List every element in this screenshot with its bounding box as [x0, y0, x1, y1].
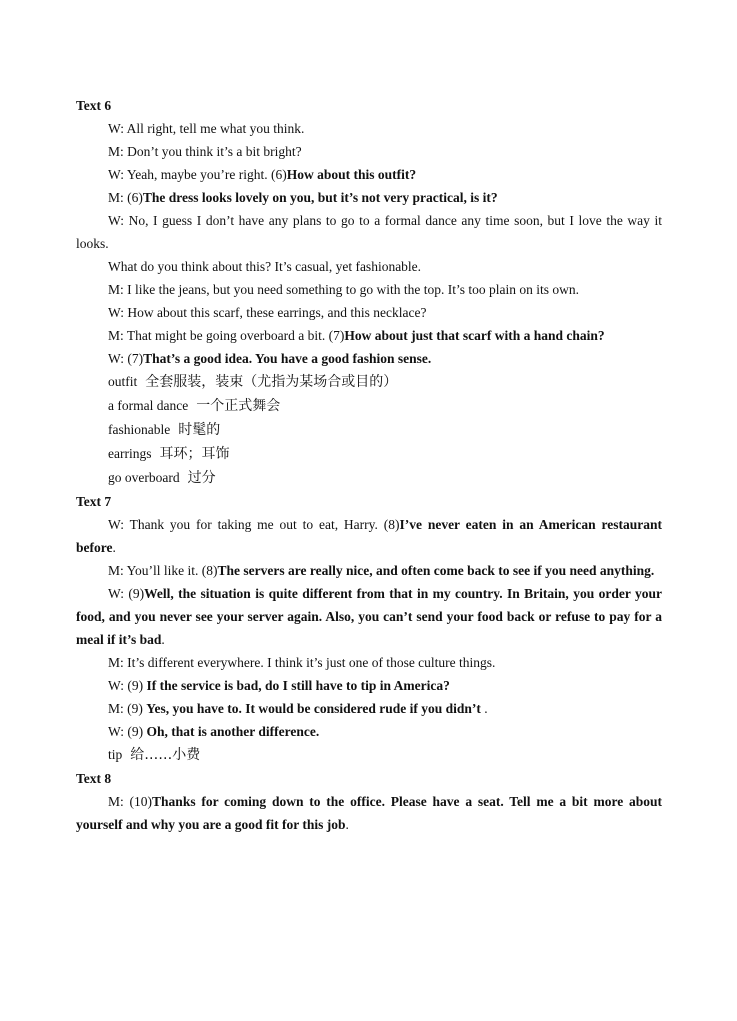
document-body: [76, 94, 662, 836]
dialogue-line: M: (10)Thanks for coming down to the office. Please have a seat. Tell me a bit more about yourself and why you are a good fit for this job.: [76, 794, 663, 832]
vocab-definition: 给……小费: [130, 747, 201, 763]
dialogue-line: W: All right, tell me what you think.: [108, 121, 305, 136]
dialogue-line: M: You’ll like it. (8)The servers are really nice, and often come back to see if you need anything.: [108, 563, 655, 578]
vocab-definition: 全套服装，装束（尤指为某场合或目的）: [145, 374, 398, 390]
dialogue-line: M: (6)The dress looks lovely on you, but it’s not very practical, is it?: [108, 190, 498, 205]
section-heading-text6: Text 6: [76, 98, 112, 113]
answer-highlight: Well, the situation is quite different from that in my country. In Britain, you order your food, and you never see your server again. Also, you can’t send your food back or refuse to pay for a meal if it’s bad: [76, 586, 662, 647]
answer-highlight: Thanks for coming down to the office. Please have a seat. Tell me a bit more about yourself and why you are a good fit for this job: [76, 794, 663, 832]
answer-highlight: Oh, that is another difference.: [146, 724, 320, 739]
dialogue-line: W: No, I guess I don’t have any plans to go to a formal dance any time soon, but I love the way it looks.: [76, 213, 662, 251]
vocab-item: [76, 442, 662, 466]
dialogue-line: W: (7)That’s a good idea. You have a good fashion sense.: [108, 351, 432, 366]
vocab-item: [76, 418, 662, 442]
vocab-definition: 一个正式舞会: [196, 398, 281, 414]
answer-highlight: How about just that scarf with a hand chain?: [344, 328, 605, 343]
answer-highlight: The dress looks lovely on you, but it’s not very practical, is it?: [142, 190, 498, 205]
vocab-term: earrings: [108, 446, 152, 461]
dialogue-line: What do you think about this? It’s casual, yet fashionable.: [108, 259, 422, 274]
dialogue-line: M: I like the jeans, but you need something to go with the top. It’s too plain on its own.: [108, 282, 579, 297]
dialogue-line: W: (9) If the service is bad, do I still have to tip in America?: [108, 678, 450, 693]
dialogue-line: W: Yeah, maybe you’re right. (6)How about this outfit?: [108, 167, 417, 182]
vocab-item: [76, 370, 662, 394]
vocabulary-list: [76, 370, 662, 490]
answer-highlight: Yes, you have to. It would be considered rude if you didn’t: [146, 701, 481, 716]
vocab-term: go overboard: [108, 470, 180, 485]
vocab-item: [76, 743, 662, 767]
vocab-term: outfit: [108, 374, 138, 389]
dialogue-line: W: How about this scarf, these earrings, and this necklace?: [108, 305, 427, 320]
section-heading-text7: Text 7: [76, 494, 112, 509]
vocab-definition: 时髦的: [178, 422, 221, 438]
vocab-term: fashionable: [108, 422, 171, 437]
dialogue-line: M: (9) Yes, you have to. It would be considered rude if you didn’t .: [108, 701, 488, 716]
vocab-term: a formal dance: [108, 398, 189, 413]
dialogue-line: M: It’s different everywhere. I think it’s just one of those culture things.: [108, 655, 496, 670]
section-heading-text8: Text 8: [76, 771, 112, 786]
dialogue-line: M: Don’t you think it’s a bit bright?: [108, 144, 302, 159]
dialogue-line: W: (9)Well, the situation is quite different from that in my country. In Britain, you order your food, and you never see your server again. Also, you can’t send your food back or refuse to pay for a meal if it’s bad.: [76, 586, 662, 647]
dialogue-line: M: That might be going overboard a bit. (7)How about just that scarf with a hand chain?: [108, 328, 605, 343]
vocab-item: [76, 466, 662, 490]
answer-highlight: That’s a good idea. You have a good fashion sense.: [143, 351, 432, 366]
answer-highlight: If the service is bad, do I still have to tip in America?: [146, 678, 450, 693]
answer-highlight: How about this outfit?: [286, 167, 417, 182]
dialogue-line: W: Thank you for taking me out to eat, Harry. (8)I’ve never eaten in an American restaurant before.: [76, 517, 663, 555]
vocab-definition: 过分: [187, 470, 216, 486]
dialogue-line: W: (9) Oh, that is another difference.: [108, 724, 320, 739]
vocab-item: [76, 394, 662, 418]
vocab-term: tip: [108, 747, 123, 762]
answer-highlight: I’ve never eaten in an American restaurant before: [76, 517, 663, 555]
answer-highlight: The servers are really nice, and often come back to see if you need anything.: [217, 563, 655, 578]
vocab-definition: 耳环；耳饰: [159, 446, 230, 462]
